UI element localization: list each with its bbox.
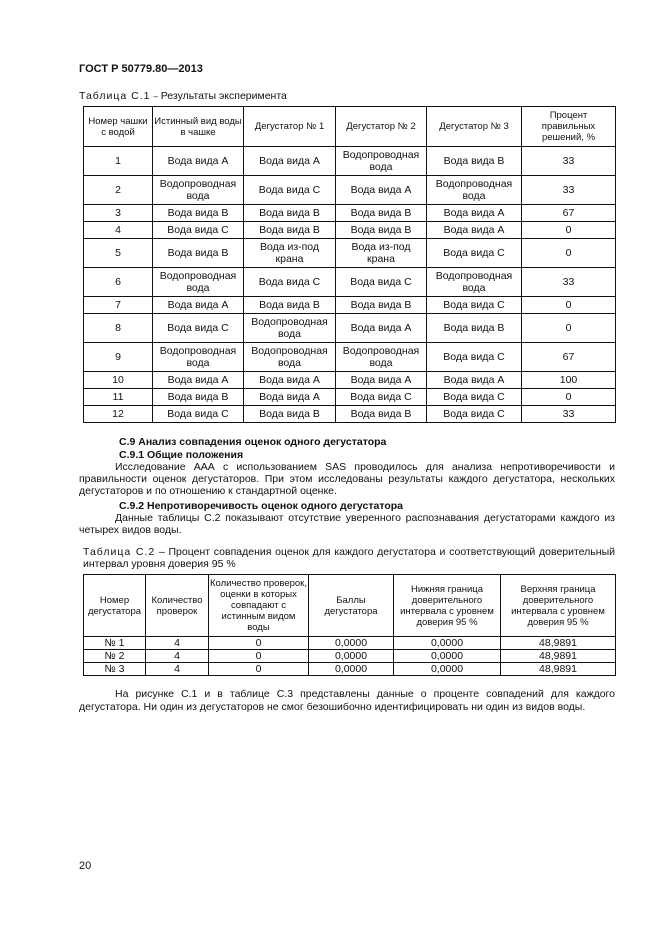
section-c91-text: Исследование ААА с использованием SAS проводилось для анализа непротиворечивости и правильности оценок дегустаторов. При этом исследованы результаты каждого дегустатора, нескольких дегустаторов и по отношению к стандартной оценке. bbox=[79, 461, 615, 497]
table-cell: Вода вида С bbox=[336, 268, 427, 297]
agreement-table bbox=[83, 574, 616, 676]
table-row bbox=[84, 176, 616, 205]
table-row bbox=[84, 663, 616, 676]
closing-paragraph: На рисунке С.1 и в таблице С.3 представлены данные о проценте совпадений для каждого дегустатора. Ни один из дегустаторов не смог безошибочно идентифицировать ни один из видов воды. bbox=[79, 688, 615, 713]
section-c9-heading: С.9 Анализ совпадения оценок одного дегустатора bbox=[119, 436, 387, 448]
table-cell: 5 bbox=[84, 239, 153, 268]
table-cell: 0,0000 bbox=[394, 637, 501, 650]
table-cell: Вода вида А bbox=[244, 389, 336, 406]
table2-header-cell: Баллы дегустатора bbox=[309, 575, 394, 637]
table-cell: Вода вида С bbox=[427, 297, 522, 314]
table-cell: Водопроводная вода bbox=[336, 147, 427, 176]
table-cell: 100 bbox=[522, 372, 616, 389]
table1-header-cell: Дегустатор № 2 bbox=[336, 107, 427, 147]
table1-header-cell: Дегустатор № 1 bbox=[244, 107, 336, 147]
table-cell: 11 bbox=[84, 389, 153, 406]
table-cell: Вода вида В bbox=[153, 389, 244, 406]
table-cell: 7 bbox=[84, 297, 153, 314]
table-cell: Водопроводная вода bbox=[427, 268, 522, 297]
table-cell: 33 bbox=[522, 268, 616, 297]
table-row bbox=[84, 637, 616, 650]
table-cell: Водопроводная вода bbox=[153, 343, 244, 372]
table-cell: 0 bbox=[522, 389, 616, 406]
table-cell: 0 bbox=[209, 650, 309, 663]
table-cell: № 1 bbox=[84, 637, 146, 650]
table-cell: 33 bbox=[522, 176, 616, 205]
table1-caption-dash: – bbox=[153, 92, 158, 101]
table1-header-cell: Номер чашки с водой bbox=[84, 107, 153, 147]
table-row bbox=[84, 268, 616, 297]
table-cell: Водопроводная вода bbox=[336, 343, 427, 372]
table-cell: Вода вида А bbox=[153, 372, 244, 389]
table-cell: 0 bbox=[209, 637, 309, 650]
table-cell: Вода вида В bbox=[244, 297, 336, 314]
table-cell: 9 bbox=[84, 343, 153, 372]
table-cell: № 3 bbox=[84, 663, 146, 676]
table-cell: Вода вида А bbox=[153, 297, 244, 314]
table-row bbox=[84, 147, 616, 176]
table-cell: Вода вида В bbox=[336, 297, 427, 314]
table-cell: Вода вида С bbox=[153, 406, 244, 423]
table-cell: 4 bbox=[84, 222, 153, 239]
table-cell: Водопроводная вода bbox=[153, 176, 244, 205]
table2-caption-label: Таблица С.2 bbox=[83, 546, 156, 558]
table-cell: Вода вида С bbox=[153, 222, 244, 239]
table-cell: Вода из-под крана bbox=[336, 239, 427, 268]
table-cell: Вода вида А bbox=[244, 147, 336, 176]
table-cell: Вода вида В bbox=[244, 222, 336, 239]
table-cell: Вода вида С bbox=[336, 389, 427, 406]
table2-header-cell: Количество проверок, оценки в которых совпадают с истинным видом воды bbox=[209, 575, 309, 637]
table-cell: Вода вида А bbox=[427, 205, 522, 222]
table-cell: Вода вида А bbox=[336, 314, 427, 343]
table-cell: 0 bbox=[522, 239, 616, 268]
table-cell: Вода вида С bbox=[427, 406, 522, 423]
table-cell: 1 bbox=[84, 147, 153, 176]
table-cell: 10 bbox=[84, 372, 153, 389]
table1-header-row bbox=[84, 107, 616, 147]
table2-caption-text: – Процент совпадения оценок для каждого дегустатора и соответствующий доверительный интервал уровня доверия 95 % bbox=[83, 546, 615, 570]
table-cell: 4 bbox=[146, 637, 209, 650]
table-cell: Вода вида В bbox=[244, 205, 336, 222]
table-cell: 33 bbox=[522, 406, 616, 423]
table-cell: Вода вида С bbox=[153, 314, 244, 343]
table-row bbox=[84, 314, 616, 343]
table-cell: 0,0000 bbox=[309, 663, 394, 676]
document-code: ГОСТ Р 50779.80—2013 bbox=[79, 63, 203, 75]
table2-header-cell: Верхняя граница доверительного интервала с уровнем доверия 95 % bbox=[501, 575, 616, 637]
table-cell: Вода вида В bbox=[427, 314, 522, 343]
page-number: 20 bbox=[79, 860, 92, 872]
table-cell: Вода вида А bbox=[244, 372, 336, 389]
table-cell: Вода вида В bbox=[336, 222, 427, 239]
table1-header-cell: Истинный вид воды в чашке bbox=[153, 107, 244, 147]
table-cell: Вода вида С bbox=[244, 176, 336, 205]
table-cell: 48,9891 bbox=[501, 663, 616, 676]
table-cell: Вода вида А bbox=[427, 372, 522, 389]
table2-header-row bbox=[84, 575, 616, 637]
section-c91-heading: С.9.1 Общие положения bbox=[119, 449, 244, 461]
table-cell: 48,9891 bbox=[501, 637, 616, 650]
table-cell: Вода вида В bbox=[153, 239, 244, 268]
table-row bbox=[84, 205, 616, 222]
table-row bbox=[84, 222, 616, 239]
table2-header-cell: Номер дегустатора bbox=[84, 575, 146, 637]
table-cell: 48,9891 bbox=[501, 650, 616, 663]
table-cell: 0,0000 bbox=[394, 650, 501, 663]
table-row bbox=[84, 372, 616, 389]
table2-caption bbox=[83, 546, 615, 570]
table-cell: 0 bbox=[522, 314, 616, 343]
table-cell: Водопроводная вода bbox=[244, 314, 336, 343]
table2-header-cell: Количество проверок bbox=[146, 575, 209, 637]
table-cell: Вода вида С bbox=[427, 343, 522, 372]
table-cell: 12 bbox=[84, 406, 153, 423]
table-cell: Водопроводная вода bbox=[153, 268, 244, 297]
table-cell: Водопроводная вода bbox=[427, 176, 522, 205]
table-cell: Вода вида С bbox=[427, 239, 522, 268]
section-c92-heading: С.9.2 Непротиворечивость оценок одного дегустатора bbox=[119, 500, 404, 512]
table-cell: 8 bbox=[84, 314, 153, 343]
table-cell: Вода вида С bbox=[244, 268, 336, 297]
table-cell: 0,0000 bbox=[394, 663, 501, 676]
table-cell: Вода вида С bbox=[427, 389, 522, 406]
table-cell: Вода вида В bbox=[153, 205, 244, 222]
table-row bbox=[84, 343, 616, 372]
table-cell: 0,0000 bbox=[309, 650, 394, 663]
table-row bbox=[84, 389, 616, 406]
table-cell: 6 bbox=[84, 268, 153, 297]
table-cell: Вода из-под крана bbox=[244, 239, 336, 268]
table1-caption-title: Результаты эксперимента bbox=[160, 90, 287, 102]
table-cell: 67 bbox=[522, 205, 616, 222]
table1-header-cell: Процент правильных решений, % bbox=[522, 107, 616, 147]
table2-header-cell: Нижняя граница доверительного интервала с уровнем доверия 95 % bbox=[394, 575, 501, 637]
section-c92-text: Данные таблицы С.2 показывают отсутствие уверенного распознавания дегустаторами каждого из четырех видов воды. bbox=[79, 512, 615, 536]
table-cell: Вода вида В bbox=[244, 406, 336, 423]
table-row bbox=[84, 297, 616, 314]
table-cell: Вода вида А bbox=[336, 372, 427, 389]
table-cell: Вода вида А bbox=[336, 176, 427, 205]
table-cell: Водопроводная вода bbox=[244, 343, 336, 372]
table1-caption bbox=[79, 90, 287, 102]
table-cell: 0,0000 bbox=[309, 637, 394, 650]
table-cell: Вода вида В bbox=[336, 205, 427, 222]
table-cell: 4 bbox=[146, 650, 209, 663]
table-cell: Вода вида А bbox=[153, 147, 244, 176]
table-cell: 33 bbox=[522, 147, 616, 176]
table-cell: № 2 bbox=[84, 650, 146, 663]
results-table bbox=[83, 106, 616, 423]
table-cell: 2 bbox=[84, 176, 153, 205]
table-row bbox=[84, 239, 616, 268]
table-row bbox=[84, 406, 616, 423]
table-cell: 4 bbox=[146, 663, 209, 676]
table-cell: Вода вида В bbox=[336, 406, 427, 423]
table-row bbox=[84, 650, 616, 663]
table1-caption-label: Таблица С.1 bbox=[79, 90, 151, 102]
table-cell: Вода вида А bbox=[427, 222, 522, 239]
table-cell: 67 bbox=[522, 343, 616, 372]
table1-header-cell: Дегустатор № 3 bbox=[427, 107, 522, 147]
table-cell: 0 bbox=[522, 297, 616, 314]
table-cell: Вода вида В bbox=[427, 147, 522, 176]
table-cell: 0 bbox=[522, 222, 616, 239]
table-cell: 3 bbox=[84, 205, 153, 222]
table-cell: 0 bbox=[209, 663, 309, 676]
